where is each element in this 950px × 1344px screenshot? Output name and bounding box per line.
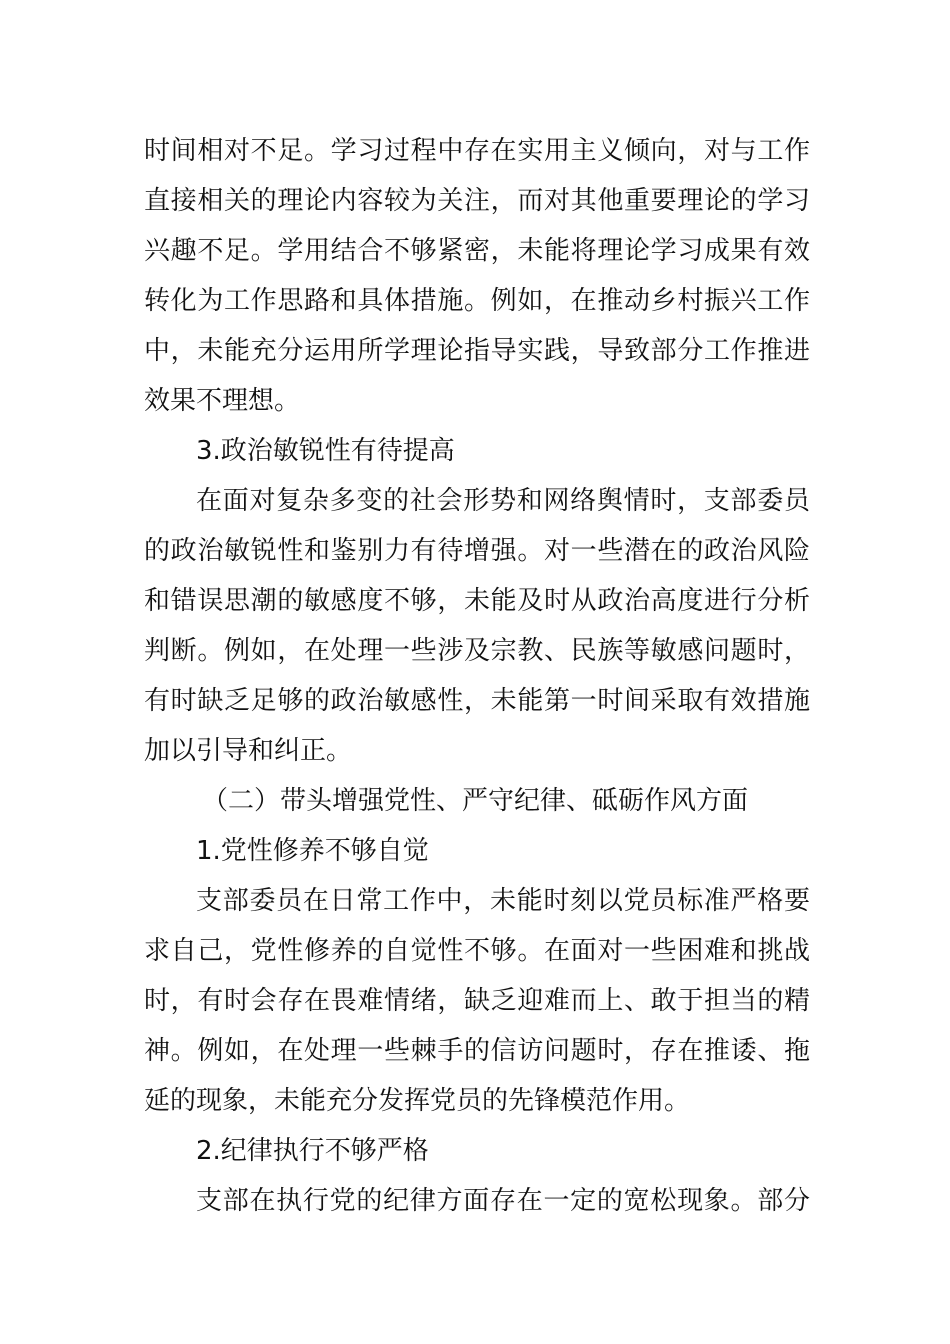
section-heading: 3.政治敏锐性有待提高 [196,436,455,466]
paragraph-line: 时间相对不足。学习过程中存在实用主义倾向，对与工作 [144,136,810,166]
section-heading: 2.纪律执行不够严格 [196,1136,429,1166]
paragraph-line: 效果不理想。 [144,386,301,416]
section-heading: （二）带头增强党性、严守纪律、砥砺作风方面 [202,786,749,816]
paragraph-line: 时，有时会存在畏难情绪，缺乏迎难而上、敢于担当的精 [144,986,810,1016]
paragraph-line: 兴趣不足。学用结合不够紧密，未能将理论学习成果有效 [144,236,810,266]
paragraph-line: 支部在执行党的纪律方面存在一定的宽松现象。部分 [196,1186,810,1216]
document-body [144,126,810,1226]
paragraph-line: 延的现象，未能充分发挥党员的先锋模范作用。 [144,1086,691,1116]
paragraph-line: 中，未能充分运用所学理论指导实践，导致部分工作推进 [144,336,810,366]
paragraph-line: 求自己，党性修养的自觉性不够。在面对一些困难和挑战 [144,936,810,966]
paragraph-line: 判断。例如，在处理一些涉及宗教、民族等敏感问题时， [144,636,810,666]
paragraph-line: 在面对复杂多变的社会形势和网络舆情时，支部委员 [196,486,810,516]
paragraph-line: 支部委员在日常工作中，未能时刻以党员标准严格要 [196,886,810,916]
paragraph-line: 加以引导和纠正。 [144,736,353,766]
paragraph-line: 转化为工作思路和具体措施。例如，在推动乡村振兴工作 [144,286,810,316]
paragraph-line: 和错误思潮的敏感度不够，未能及时从政治高度进行分析 [144,586,810,616]
paragraph-line: 有时缺乏足够的政治敏感性，未能第一时间采取有效措施 [144,686,810,716]
paragraph-line: 直接相关的理论内容较为关注，而对其他重要理论的学习 [144,186,810,216]
paragraph-line: 的政治敏锐性和鉴别力有待增强。对一些潜在的政治风险 [144,536,810,566]
paragraph-line: 神。例如，在处理一些棘手的信访问题时，存在推诿、拖 [144,1036,810,1066]
section-heading: 1.党性修养不够自觉 [196,836,429,866]
